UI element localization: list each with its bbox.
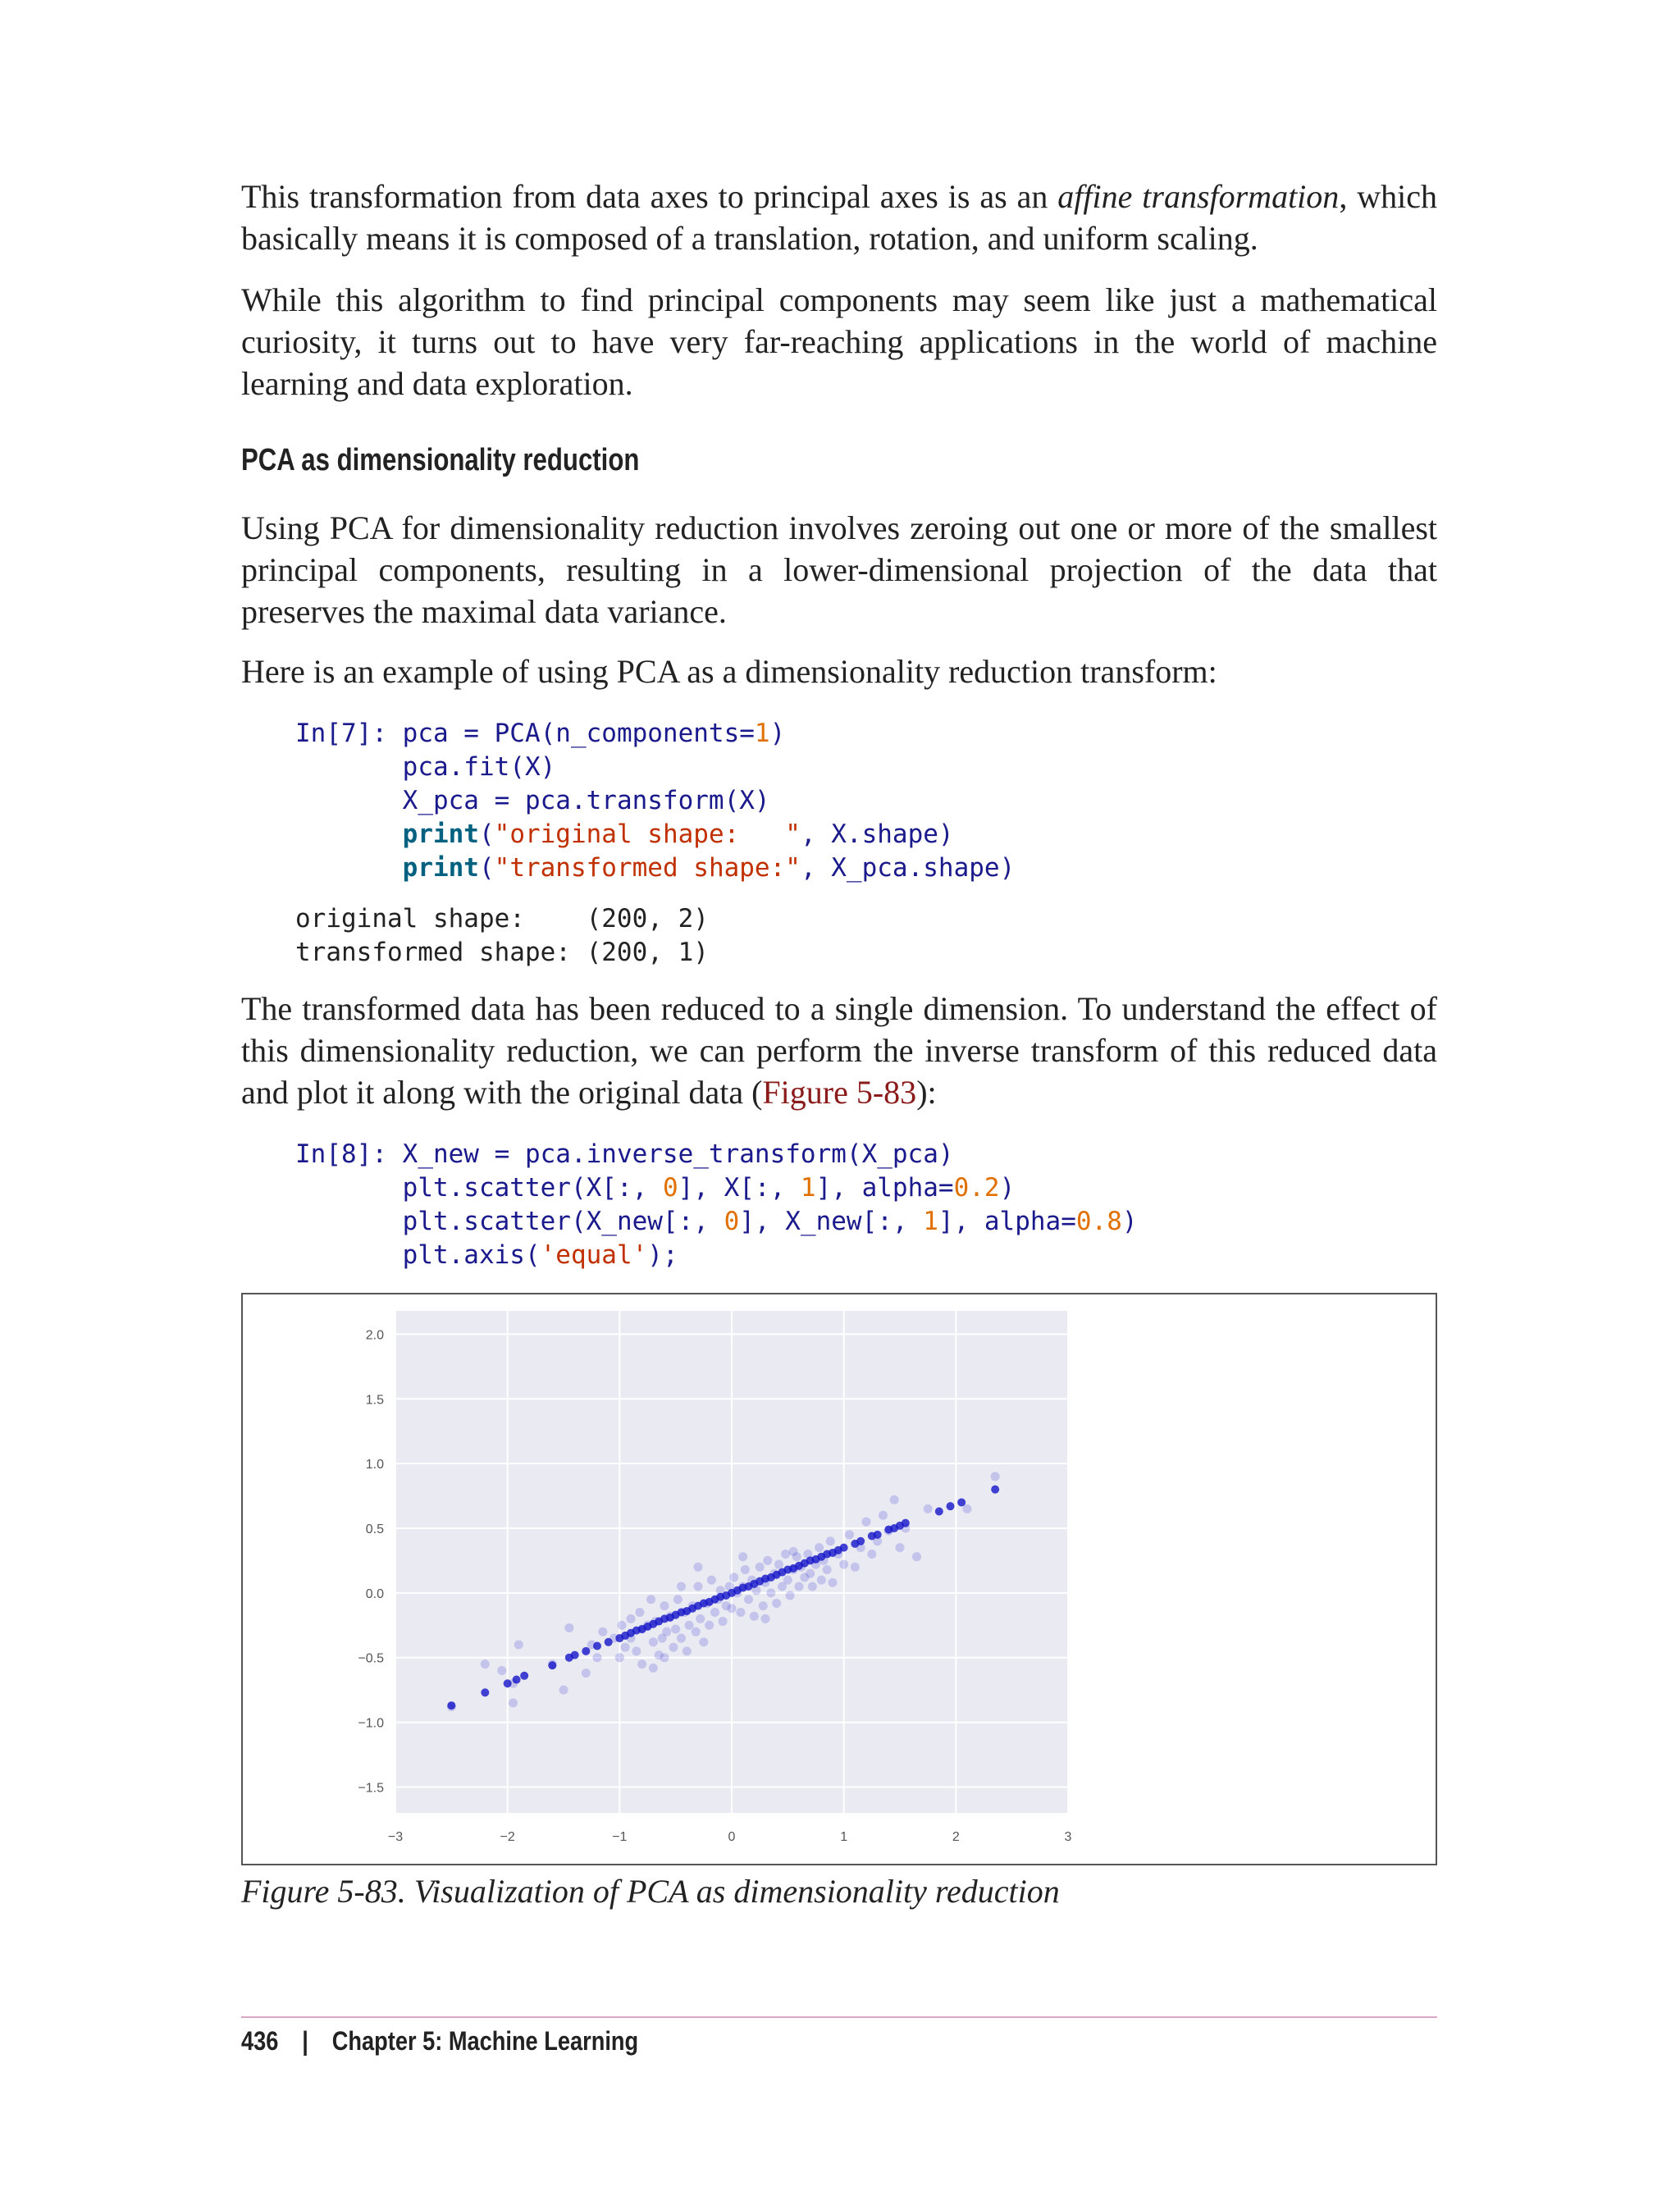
y-tick-label: 1.0 [365, 1458, 384, 1472]
original-point [789, 1547, 798, 1556]
original-point [772, 1599, 781, 1608]
projected-point [856, 1537, 865, 1545]
original-point [766, 1588, 775, 1597]
original-point [669, 1643, 678, 1652]
code-line: X_new = pca.inverse_transform(X_pca) [402, 1139, 954, 1169]
projected-point [605, 1638, 613, 1646]
original-point [862, 1518, 871, 1527]
page-number: 436 [241, 2026, 279, 2056]
original-point [559, 1686, 568, 1695]
original-point [728, 1604, 737, 1613]
projected-point [935, 1507, 943, 1515]
projected-point [902, 1519, 910, 1527]
original-point [699, 1637, 708, 1646]
original-point [649, 1664, 658, 1673]
original-point [991, 1472, 1000, 1481]
output-line: original shape: (200, 2) [295, 904, 709, 934]
original-point [632, 1646, 641, 1655]
original-point [497, 1666, 506, 1675]
original-point [660, 1601, 669, 1610]
chapter-title: Chapter 5: Machine Learning [331, 2026, 639, 2056]
original-point [781, 1550, 790, 1559]
projected-point [447, 1701, 455, 1710]
original-point [744, 1595, 753, 1604]
code-line: plt.scatter(X_new[:, 0], X_new[:, 1], alpha=0.8) [402, 1207, 1138, 1236]
original-point [660, 1653, 669, 1662]
output-line: transformed shape: (200, 1) [295, 938, 709, 967]
footer-rule [241, 2016, 1437, 2018]
code-line: pca = PCA(n_components=1) [402, 719, 786, 748]
x-tick-label: 0 [728, 1830, 736, 1844]
original-point [677, 1582, 686, 1591]
x-tick-label: 2 [952, 1830, 960, 1844]
original-point [738, 1552, 747, 1561]
original-point [761, 1614, 770, 1623]
original-point [627, 1614, 636, 1623]
projected-point [481, 1688, 489, 1696]
projected-point [548, 1661, 556, 1669]
code-block-in8 [295, 1138, 1138, 1272]
original-point [637, 1659, 646, 1669]
projected-point [571, 1651, 579, 1659]
section-heading: PCA as dimensionality reduction [241, 443, 640, 477]
original-point [759, 1601, 768, 1610]
x-tick-label: −2 [500, 1830, 515, 1844]
original-point [673, 1595, 682, 1604]
footer-separator: | [302, 2026, 308, 2056]
code-line: plt.scatter(X[:, 0], X[:, 1], alpha=0.2) [402, 1173, 1016, 1203]
original-point [817, 1576, 826, 1585]
original-point [736, 1608, 745, 1617]
original-point [694, 1563, 703, 1572]
original-point [582, 1669, 591, 1678]
original-point [795, 1582, 804, 1591]
original-point [615, 1653, 624, 1662]
original-point [741, 1565, 750, 1574]
original-point [826, 1536, 835, 1545]
original-point [685, 1621, 694, 1630]
paragraph-text: ): [916, 1074, 937, 1111]
original-point [618, 1621, 627, 1630]
original-point [694, 1582, 703, 1591]
original-point [756, 1563, 765, 1572]
original-point [808, 1582, 817, 1591]
paragraph-affine [241, 176, 1437, 259]
original-point [682, 1646, 692, 1655]
paragraph-dim-reduction: Using PCA for dimensionality reduction involves zeroing out one or more of the smallest principal components, resulting in a lower-dimensional projection of the data that preserves the maximal data variance. [241, 509, 1437, 630]
projected-point [840, 1544, 848, 1552]
original-point [646, 1595, 655, 1604]
code-prompt: In[7]: [295, 719, 387, 748]
paragraph-applications: While this algorithm to find principal components may seem like just a mathematical curiosity, it turns out to have very far-reaching applications in the world of machine learning and data exploration. [241, 281, 1437, 402]
original-point [845, 1530, 854, 1539]
figure-reference-link[interactable]: Figure 5-83 [762, 1074, 917, 1111]
original-point [879, 1511, 888, 1520]
original-point [912, 1552, 921, 1561]
original-point [649, 1637, 658, 1646]
original-point [696, 1614, 705, 1623]
code-line: X_pca = pca.transform(X) [402, 786, 770, 815]
original-point [750, 1612, 759, 1621]
original-point [509, 1698, 518, 1707]
original-point [677, 1634, 686, 1643]
original-point [924, 1504, 933, 1513]
original-point [710, 1608, 719, 1617]
original-point [851, 1563, 860, 1572]
original-point [896, 1543, 905, 1552]
figure-frame [241, 1293, 1437, 1865]
code-line: plt.axis('equal'); [402, 1240, 678, 1270]
x-tick-label: 3 [1064, 1830, 1072, 1844]
paragraph-text: The transformed data has been reduced to a single dimension. To understand the effect of this dimensionality reduction, we can perform the inverse transform of this reduced data and plot it along with the original data ( [241, 990, 1437, 1111]
y-tick-label: 1.5 [365, 1393, 384, 1408]
original-point [806, 1569, 815, 1578]
original-point [564, 1623, 573, 1632]
original-point [963, 1504, 972, 1513]
original-point [705, 1621, 714, 1630]
projected-point [874, 1531, 882, 1539]
original-point [763, 1556, 772, 1565]
original-point [839, 1560, 848, 1569]
projected-point [947, 1502, 955, 1510]
x-tick-label: −3 [387, 1830, 404, 1844]
paragraph-inverse-transform [241, 988, 1437, 1113]
projected-point [991, 1486, 999, 1494]
original-point [671, 1625, 680, 1634]
original-point [635, 1608, 644, 1617]
code-prompt: In[8]: [295, 1139, 387, 1169]
projected-point [504, 1679, 512, 1687]
x-tick-label: 1 [840, 1830, 848, 1844]
paragraph-example-intro: Here is an example of using PCA as a dimensionality reduction transform: [241, 653, 1217, 690]
page-footer [241, 2026, 638, 2057]
original-point [481, 1659, 490, 1669]
scatter-chart [243, 1294, 1436, 1864]
original-point [774, 1560, 783, 1569]
original-point [783, 1576, 792, 1585]
code-output-in7 [295, 902, 709, 970]
y-tick-label: −0.5 [358, 1651, 384, 1666]
y-tick-label: −1.0 [358, 1716, 384, 1731]
original-point [729, 1573, 738, 1582]
original-point [829, 1578, 838, 1587]
figure-caption: Figure 5-83. Visualization of PCA as dimensionality reduction [241, 1873, 1060, 1910]
original-point [815, 1543, 824, 1552]
code-block-in7 [295, 717, 1015, 885]
original-point [662, 1628, 671, 1637]
original-point [514, 1640, 523, 1649]
paragraph-text: , which basically means it is composed of a translation, rotation, and uniform scaling. [241, 178, 1437, 257]
y-tick-label: −1.5 [358, 1781, 384, 1796]
original-point [707, 1576, 716, 1585]
y-tick-label: 0.5 [365, 1522, 384, 1536]
original-point [890, 1495, 899, 1504]
code-line: print("transformed shape:", X_pca.shape) [402, 853, 1016, 883]
original-point [786, 1591, 795, 1600]
y-tick-label: 2.0 [365, 1328, 384, 1343]
projected-point [520, 1672, 528, 1680]
y-tick-label: 0.0 [365, 1586, 384, 1601]
projected-point [582, 1647, 590, 1655]
original-point [867, 1550, 876, 1559]
original-point [621, 1643, 630, 1652]
original-point [593, 1653, 602, 1662]
original-point [719, 1617, 728, 1626]
x-tick-label: −1 [612, 1830, 628, 1844]
paragraph-text: This transformation from data axes to principal axes is as an [241, 178, 1058, 215]
original-point [823, 1565, 832, 1574]
code-line: pca.fit(X) [402, 752, 556, 782]
emphasis-affine: affine transformation [1057, 178, 1340, 215]
code-line: print("original shape: ", X.shape) [402, 819, 954, 849]
projected-point [957, 1498, 966, 1506]
original-point [692, 1628, 701, 1637]
projected-point [593, 1642, 601, 1650]
projected-point [513, 1676, 521, 1684]
original-point [598, 1628, 607, 1637]
